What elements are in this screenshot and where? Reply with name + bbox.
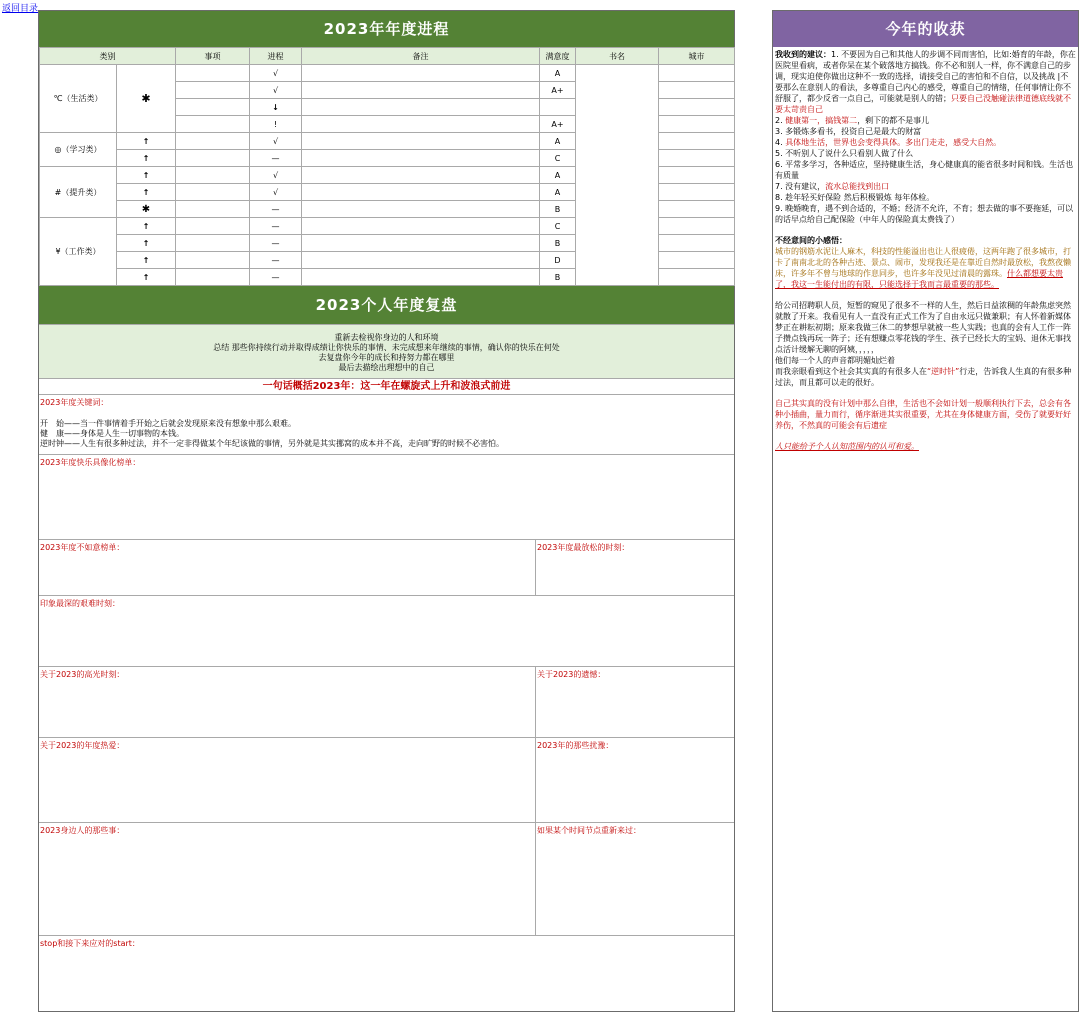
stop-start-label: stop和接下来应对的start： bbox=[40, 939, 140, 948]
regret-label[interactable]: 关于2023的遗憾： bbox=[537, 670, 606, 679]
summary-line: 去复盘你今年的成长和持努力都在哪里 bbox=[318, 353, 455, 362]
summary-line: 最后去描绘出理想中的自己 bbox=[338, 363, 435, 372]
summary-line: 重新去检视你身边的人和环境 bbox=[334, 333, 439, 342]
category-work: ¥（工作类） bbox=[40, 218, 117, 286]
advice-item: 9. 晚婚晚育，遇不到合适的，不婚；经济不允许，不育；想去做的事不要拖延，可以的话早点给自己配保险（中年人的保险真太费钱了） bbox=[775, 204, 1074, 224]
advice-highlight: 健康第一，搞钱第二 bbox=[785, 116, 858, 125]
note-cell[interactable] bbox=[302, 82, 540, 99]
harvest-content bbox=[773, 47, 1078, 454]
advice-item: 6. 平常多学习，各种适应，坚持健康生活，身心健康真的能省很多时间和钱。生活也有质量 bbox=[775, 160, 1074, 180]
arrow-up-icon: ↑ bbox=[117, 218, 176, 235]
rating-cell: A bbox=[540, 167, 576, 184]
advice-item: 5. 不听别人了说什么只看别人做了什么 bbox=[775, 149, 914, 158]
city-cell[interactable] bbox=[659, 235, 735, 252]
rating-cell: A+ bbox=[540, 82, 576, 99]
love-trouble-section bbox=[39, 738, 734, 823]
rating-cell: B bbox=[540, 235, 576, 252]
status-cell: — bbox=[250, 252, 302, 269]
feelings-highlight: 什么都想要太贵了，我这一生能付出的有限，只能选择于我而言最重要的那些。 bbox=[775, 269, 1063, 289]
item-cell[interactable] bbox=[176, 235, 250, 252]
relaxed-moment-label[interactable]: 2023年度最放松的时刻： bbox=[537, 543, 630, 552]
arrow-up-icon: ↑ bbox=[117, 167, 176, 184]
city-cell[interactable] bbox=[659, 184, 735, 201]
arrow-up-icon: ↑ bbox=[117, 235, 176, 252]
summary-line: 总结 那些你持续行动并取得成绩让你快乐的事情、未完成想来年继续的事情，确认你的快乐在何处 bbox=[213, 343, 560, 352]
advice-heading: 我收到的建议： bbox=[775, 50, 831, 59]
bad-list-label[interactable]: 2023年度不如意榜单： bbox=[40, 543, 125, 552]
rating-cell: A bbox=[540, 184, 576, 201]
recruiting-paragraph: 而我亲眼看到这个社会其实真的有很多人在 bbox=[775, 367, 927, 376]
arrow-up-icon: ↑ bbox=[117, 252, 176, 269]
asterisk-icon: ✱ bbox=[117, 201, 176, 218]
recruiting-paragraph: 行走，告诉我人生真的有很多种过法，而且都可以走的很好。 bbox=[775, 367, 1072, 387]
arrow-up-icon: ↑ bbox=[117, 150, 176, 167]
people-restart-section bbox=[39, 823, 734, 936]
rating-cell: B bbox=[540, 201, 576, 218]
city-cell[interactable] bbox=[659, 269, 735, 286]
rating-cell bbox=[540, 99, 576, 116]
keyword-line: 逆时钟——人生有很多种过法，并不一定非得做某个年纪该做的事情，另外就是其实挪窝的成本并不高，走向旷野的时候不必害怕。 bbox=[40, 439, 504, 448]
category-study: ◎（学习类） bbox=[40, 133, 117, 167]
closing-quote: 人只能给予个人认知范围内的认可和爱。 bbox=[775, 442, 919, 451]
recruiting-paragraph: 给公司招聘职人员，短暂的窥见了很多不一样的人生，然后日益浓稠的年龄焦虑突然就散了开来。我看见有人一直没有正式工作为了自由永远只做兼职；有人怀着新媒体梦正在耕耘初期；原来我做三休二的梦想早就被一些人实践；也真的会有人工作一阵子攒点钱再玩一阵子；还有想赚点零花钱的学生、孩子已经长大的宝妈、退休无事找点活计缓解无聊的阿姨，，，，， bbox=[775, 301, 1071, 354]
city-cell[interactable] bbox=[659, 82, 735, 99]
city-cell[interactable] bbox=[659, 133, 735, 150]
arrow-up-icon: ↑ bbox=[117, 269, 176, 286]
rating-cell: A bbox=[540, 65, 576, 82]
keywords-label: 2023年度关键词： bbox=[40, 398, 109, 407]
city-cell[interactable] bbox=[659, 218, 735, 235]
item-cell[interactable] bbox=[176, 218, 250, 235]
status-cell: √ bbox=[250, 133, 302, 150]
progress-title: 2023年年度进程 bbox=[39, 11, 734, 47]
note-cell[interactable] bbox=[302, 252, 540, 269]
col-progress: 进程 bbox=[250, 48, 302, 65]
advice-item: 3. 多锻炼多看书，投资自己是最大的财富 bbox=[775, 127, 922, 136]
review-title: 2023个人年度复盘 bbox=[39, 286, 734, 324]
keywords-section[interactable] bbox=[39, 395, 734, 455]
item-cell[interactable] bbox=[176, 167, 250, 184]
item-cell[interactable] bbox=[176, 150, 250, 167]
note-cell[interactable] bbox=[302, 65, 540, 82]
status-cell: ! bbox=[250, 116, 302, 133]
status-cell: — bbox=[250, 218, 302, 235]
rating-cell: B bbox=[540, 269, 576, 286]
status-cell: — bbox=[250, 150, 302, 167]
people-label[interactable]: 2023身边人的那些事： bbox=[40, 826, 125, 835]
item-cell[interactable] bbox=[176, 99, 250, 116]
advice-item: 1. 不要因为自己和其他人的步调不同而害怕，比如:婚育的年龄，你在医院里看病，或者你呆在某个破落地方搞钱。你不必和别人一样，你不满意自己的步调，现实迫使你做出这种不一致的选择，请接受自己的害怕和不自信，以及挑战 |不要那么在意别人的看法，多尊重自己内心的感受，尊重自己的情绪，任何事情让你不舒服了，都少反省一点自己，可能就是别人的错； bbox=[775, 50, 1076, 103]
city-cell[interactable] bbox=[659, 99, 735, 116]
note-cell[interactable] bbox=[302, 184, 540, 201]
note-cell[interactable] bbox=[302, 133, 540, 150]
note-cell[interactable] bbox=[302, 99, 540, 116]
advice-highlight: 具体地生活，世界也会变得具体。多出门走走，感受大自然。 bbox=[785, 138, 1002, 147]
note-cell[interactable] bbox=[302, 235, 540, 252]
status-cell: √ bbox=[250, 184, 302, 201]
item-cell[interactable] bbox=[176, 252, 250, 269]
city-cell[interactable] bbox=[659, 201, 735, 218]
feelings-text: 城市的钢筋水泥让人麻木，科技的性能溢出也让人很疲倦，这两年跑了很多城市，打卡了南南北北的各种古迹、景点、闹市，发现我还是在靠近自然时最放松，我熬夜懒床，许多年不曾与地球的作息同步，也许多年没见过清晨的露珠。 bbox=[775, 247, 1071, 278]
keyword-line: 健 康——身体是人生一切事物的本钱。 bbox=[40, 429, 184, 438]
hardest-moment-label: 印象最深的艰难时刻： bbox=[40, 599, 120, 608]
self-discipline-paragraph: 自己其实真的没有计划中那么自律，生活也不会如计划一般顺利执行下去，总会有各种小插曲，量力而行，循序渐进其实很重要，尤其在身体健康方面，受伤了就要好好养伤，不然真的可能会有后遗症 bbox=[775, 399, 1071, 430]
rating-cell: D bbox=[540, 252, 576, 269]
stop-start-section[interactable] bbox=[39, 936, 734, 1012]
annual-review-panel bbox=[38, 10, 735, 1012]
note-cell[interactable] bbox=[302, 269, 540, 286]
category-life: ℃（生活类） bbox=[40, 65, 117, 133]
table-header-row bbox=[40, 48, 735, 65]
item-cell[interactable] bbox=[176, 184, 250, 201]
love-label[interactable]: 关于2023的年度热爱： bbox=[40, 741, 125, 750]
trouble-label[interactable]: 2023年的那些扰豫： bbox=[537, 741, 614, 750]
highlight-regret-section bbox=[39, 667, 734, 738]
highlight-label[interactable]: 关于2023的高光时刻： bbox=[40, 670, 125, 679]
keyword-line: 开 始——当一件事情着手开始之后就会发现原来没有想象中那么艰难。 bbox=[40, 419, 296, 428]
city-cell[interactable] bbox=[659, 65, 735, 82]
feelings-heading: 不经意间的小感悟： bbox=[775, 236, 847, 245]
note-cell[interactable] bbox=[302, 218, 540, 235]
col-city: 城市 bbox=[659, 48, 735, 65]
hardest-section[interactable] bbox=[39, 596, 734, 667]
status-cell: √ bbox=[250, 82, 302, 99]
item-cell[interactable] bbox=[176, 82, 250, 99]
category-improve: #（提升类） bbox=[40, 167, 117, 218]
item-cell[interactable] bbox=[176, 133, 250, 150]
rating-cell: C bbox=[540, 150, 576, 167]
arrow-up-icon: ↑ bbox=[117, 184, 176, 201]
status-cell: √ bbox=[250, 65, 302, 82]
city-cell[interactable] bbox=[659, 167, 735, 184]
col-category: 类别 bbox=[40, 48, 176, 65]
table-row bbox=[40, 65, 735, 82]
happy-list-label: 2023年度快乐具像化榜单： bbox=[40, 458, 141, 467]
harvest-title: 今年的收获 bbox=[773, 11, 1078, 47]
advice-item: ，剩下的都不是事儿 bbox=[857, 116, 930, 125]
back-to-index-link[interactable]: 返回目录 bbox=[2, 4, 39, 14]
item-cell[interactable] bbox=[176, 269, 250, 286]
status-cell: √ bbox=[250, 167, 302, 184]
note-cell[interactable] bbox=[302, 150, 540, 167]
col-book: 书名 bbox=[576, 48, 659, 65]
restart-label[interactable]: 如果某个时间节点重新来过： bbox=[537, 826, 641, 835]
city-cell[interactable] bbox=[659, 116, 735, 133]
city-cell[interactable] bbox=[659, 150, 735, 167]
book-cell[interactable] bbox=[576, 65, 659, 286]
note-cell[interactable] bbox=[302, 201, 540, 218]
note-cell[interactable] bbox=[302, 116, 540, 133]
status-cell: — bbox=[250, 235, 302, 252]
item-cell[interactable] bbox=[176, 65, 250, 82]
col-item: 事项 bbox=[176, 48, 250, 65]
advice-highlight: 只要自己没触碰法律道德底线就不要太苛责自己 bbox=[775, 94, 1071, 114]
status-cell: ↓ bbox=[250, 99, 302, 116]
recruiting-paragraph: 他们每一个人的声音都明媚灿烂着 bbox=[775, 356, 895, 365]
status-cell: — bbox=[250, 269, 302, 286]
asterisk-icon: ✱ bbox=[117, 65, 176, 133]
col-satisfaction: 满意度 bbox=[540, 48, 576, 65]
one-sentence-summary: 一句话概括2023年：这一年在螺旋式上升和波浪式前进 bbox=[39, 379, 734, 395]
item-cell[interactable] bbox=[176, 116, 250, 133]
rating-cell: A bbox=[540, 133, 576, 150]
rating-cell: C bbox=[540, 218, 576, 235]
city-cell[interactable] bbox=[659, 252, 735, 269]
col-note: 备注 bbox=[302, 48, 540, 65]
review-summary bbox=[39, 324, 734, 379]
bad-relaxed-section bbox=[39, 540, 734, 596]
advice-item: 7. 没有建议， bbox=[775, 182, 826, 191]
advice-item: 2. bbox=[775, 116, 786, 125]
counterclockwise-highlight: “逆时针” bbox=[927, 367, 960, 376]
advice-item: 8. 趁年轻买好保险 然后积极锻炼 每年体检。 bbox=[775, 193, 935, 202]
advice-highlight: 流水总能找到出口 bbox=[825, 182, 890, 191]
rating-cell: A+ bbox=[540, 116, 576, 133]
progress-table bbox=[39, 47, 735, 286]
happy-list-section[interactable] bbox=[39, 455, 734, 540]
arrow-up-icon: ↑ bbox=[117, 133, 176, 150]
advice-item: 4. bbox=[775, 138, 786, 147]
note-cell[interactable] bbox=[302, 167, 540, 184]
item-cell[interactable] bbox=[176, 201, 250, 218]
status-cell: — bbox=[250, 201, 302, 218]
harvest-panel bbox=[772, 10, 1079, 1012]
